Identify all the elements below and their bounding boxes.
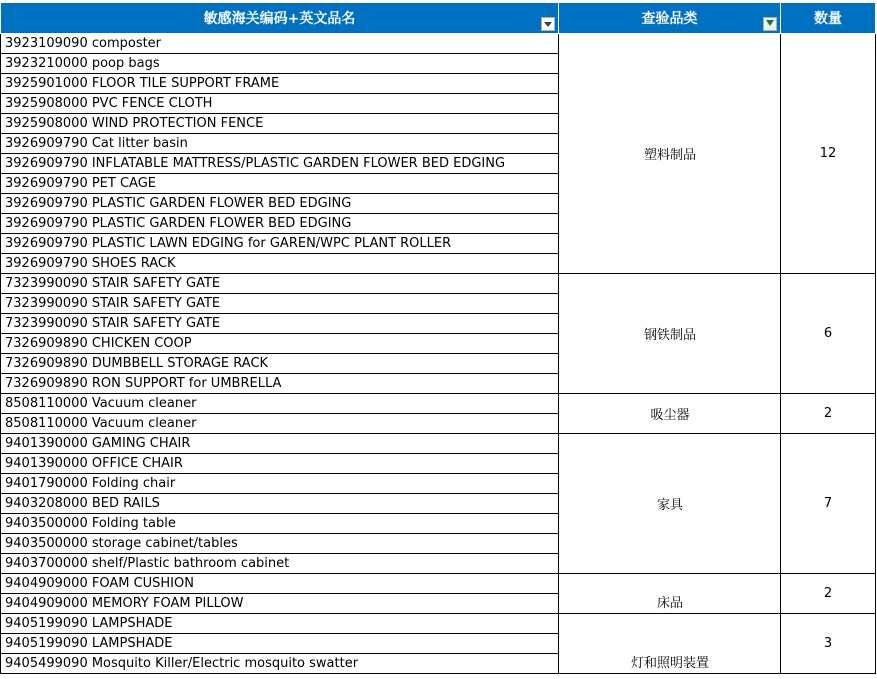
- table-row[interactable]: 3925901000 FLOOR TILE SUPPORT FRAME: [0, 74, 559, 94]
- table-row[interactable]: 9403500000 storage cabinet/tables: [0, 534, 559, 554]
- filter-dropdown-button[interactable]: [541, 17, 555, 31]
- category-cell[interactable]: [558, 394, 781, 434]
- table-row[interactable]: 7326909890 RON SUPPORT for UMBRELLA: [0, 374, 559, 394]
- quantity-cell[interactable]: [780, 434, 876, 574]
- quantity-value: 12: [819, 146, 837, 161]
- table-row[interactable]: 9405199090 LAMPSHADE: [0, 614, 559, 634]
- table-row[interactable]: 8508110000 Vacuum cleaner: [0, 394, 559, 414]
- table-row[interactable]: 9404909000 MEMORY FOAM PILLOW: [0, 594, 559, 614]
- table-row[interactable]: 9401390000 GAMING CHAIR: [0, 434, 559, 454]
- category-label: 吸尘器: [650, 408, 690, 423]
- quantity-value: 2: [823, 406, 833, 421]
- table-row[interactable]: 7323990090 STAIR SAFETY GATE: [0, 314, 559, 334]
- quantity-cell[interactable]: [780, 394, 876, 434]
- table-row[interactable]: 3925908000 WIND PROTECTION FENCE: [0, 114, 559, 134]
- table-row[interactable]: 3926909790 PLASTIC LAWN EDGING for GAREN/WPC PLANT ROLLER: [0, 234, 559, 254]
- table-row[interactable]: 9401390000 OFFICE CHAIR: [0, 454, 559, 474]
- table-row[interactable]: 9401790000 Folding chair: [0, 474, 559, 494]
- category-label: 床品: [656, 596, 683, 611]
- quantity-value: 3: [823, 636, 833, 651]
- table-row[interactable]: 3926909790 INFLATABLE MATTRESS/PLASTIC GARDEN FLOWER BED EDGING: [0, 154, 559, 174]
- header-code-name[interactable]: [1, 3, 559, 33]
- table-row[interactable]: 3926909790 Cat litter basin: [0, 134, 559, 154]
- header-quantity-label: 数量: [814, 11, 842, 27]
- table-row[interactable]: 7326909890 DUMBBELL STORAGE RACK: [0, 354, 559, 374]
- filter-active-button[interactable]: [763, 17, 777, 31]
- quantity-value: 6: [823, 326, 833, 341]
- table-row[interactable]: 9404909000 FOAM CUSHION: [0, 574, 559, 594]
- category-cell[interactable]: [558, 274, 781, 394]
- table-row[interactable]: 7326909890 CHICKEN COOP: [0, 334, 559, 354]
- header-category[interactable]: [559, 3, 781, 33]
- table-row[interactable]: 8508110000 Vacuum cleaner: [0, 414, 559, 434]
- table-row[interactable]: 3926909790 SHOES RACK: [0, 254, 559, 274]
- category-cell[interactable]: [558, 614, 781, 674]
- category-label: 塑料制品: [643, 148, 696, 163]
- table-row[interactable]: 9405199090 LAMPSHADE: [0, 634, 559, 654]
- header-quantity[interactable]: [781, 3, 875, 33]
- category-label: 钢铁制品: [643, 328, 696, 343]
- category-label: 灯和照明装置: [630, 656, 709, 671]
- table-row[interactable]: 9403208000 BED RAILS: [0, 494, 559, 514]
- quantity-cell[interactable]: [780, 274, 876, 394]
- table-row[interactable]: 3923109090 composter: [0, 34, 559, 54]
- category-cell[interactable]: [558, 574, 781, 614]
- header-code-name-label: 敏感海关编码+英文品名: [203, 11, 356, 27]
- table-row[interactable]: 9405499090 Mosquito Killer/Electric mosquito swatter: [0, 654, 559, 674]
- table-row[interactable]: 3925908000 PVC FENCE CLOTH: [0, 94, 559, 114]
- table-row[interactable]: 9403500000 Folding table: [0, 514, 559, 534]
- header-category-label: 查验品类: [641, 11, 698, 27]
- chevron-down-icon: [544, 22, 552, 27]
- quantity-cell[interactable]: [780, 34, 876, 274]
- table-row[interactable]: 3926909790 PLASTIC GARDEN FLOWER BED EDGING: [0, 214, 559, 234]
- quantity-value: 7: [823, 496, 833, 511]
- quantity-cell[interactable]: [780, 574, 876, 614]
- table-row[interactable]: 3923210000 poop bags: [0, 54, 559, 74]
- table-row[interactable]: 9403700000 shelf/Plastic bathroom cabinet: [0, 554, 559, 574]
- quantity-value: 2: [823, 586, 833, 601]
- table-row[interactable]: 3926909790 PET CAGE: [0, 174, 559, 194]
- quantity-cell[interactable]: [780, 614, 876, 674]
- filter-funnel-icon: [766, 20, 774, 26]
- category-cell[interactable]: [558, 34, 781, 274]
- table-row[interactable]: 7323990090 STAIR SAFETY GATE: [0, 294, 559, 314]
- category-label: 家具: [656, 498, 683, 513]
- table-row[interactable]: 3926909790 PLASTIC GARDEN FLOWER BED EDGING: [0, 194, 559, 214]
- category-cell[interactable]: [558, 434, 781, 574]
- table-row[interactable]: 7323990090 STAIR SAFETY GATE: [0, 274, 559, 294]
